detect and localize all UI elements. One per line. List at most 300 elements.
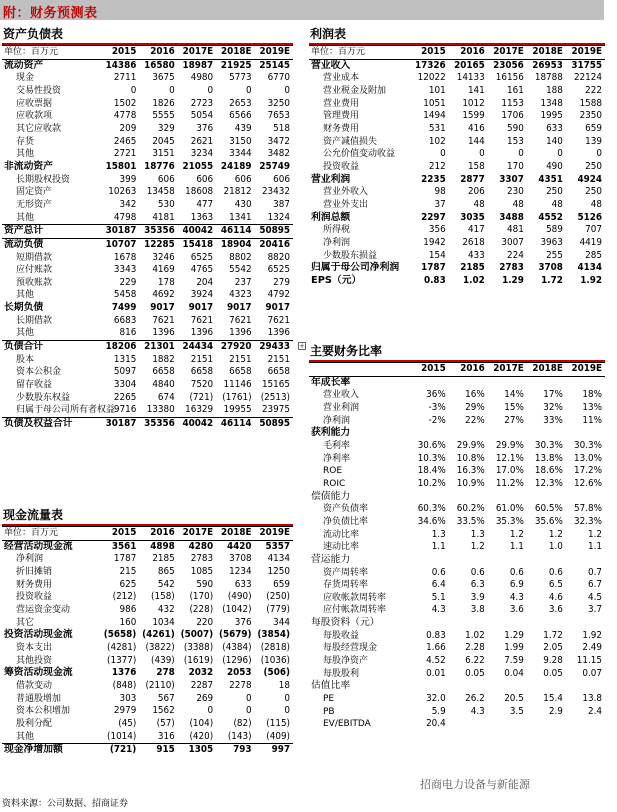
- cell-value: 3482: [267, 148, 290, 160]
- row-label: 应收帐款周转率: [323, 592, 387, 603]
- cell-value: 4924: [577, 173, 602, 185]
- cell-value: (3388): [183, 641, 214, 653]
- cell-value: 30187: [101, 225, 139, 239]
- cell-value: (721): [101, 744, 139, 757]
- row-label: 其它: [16, 617, 35, 628]
- table-row: [2, 136, 293, 149]
- cell-value: 20.5: [504, 693, 524, 705]
- cell-value: 567: [157, 692, 175, 704]
- cell-value: 0.01: [426, 667, 446, 679]
- row-label: 公允价值变动收益: [323, 149, 396, 160]
- cell-value: 6.5: [548, 579, 563, 591]
- cell-value: 48: [590, 198, 602, 210]
- header-row: [309, 363, 605, 377]
- table-row: [309, 655, 605, 668]
- cell-value: 376: [234, 616, 252, 628]
- cell-value: 2.49: [582, 642, 602, 654]
- cell-value: 4351: [538, 173, 563, 185]
- cell-value: 4765: [190, 264, 214, 276]
- year-header: 2015: [101, 527, 139, 541]
- table-row: [2, 392, 293, 405]
- cell-value: 2278: [229, 679, 252, 691]
- cell-value: 3708: [229, 553, 252, 565]
- table-row: [2, 366, 293, 379]
- cell-value: 21812: [223, 186, 252, 198]
- cell-value: 2.05: [543, 642, 563, 654]
- cell-value: 22%: [465, 414, 485, 426]
- table-row: [309, 98, 605, 111]
- cell-value: 1305: [178, 744, 216, 757]
- cell-value: (5658): [103, 629, 137, 641]
- cell-value: 2783: [499, 262, 524, 274]
- table-row: [309, 503, 605, 516]
- cell-value: (57): [156, 717, 175, 729]
- row-label: 每股经营现金: [323, 643, 378, 654]
- cell-value: 0.6: [509, 566, 524, 578]
- cell-value: 3343: [113, 264, 137, 276]
- unit-label: 单位：百万元: [309, 46, 410, 60]
- cell-value: [449, 491, 488, 504]
- cell-value: 48: [551, 198, 563, 210]
- table-row: [2, 161, 293, 174]
- cell-value: 2465: [113, 135, 137, 147]
- cell-value: 0: [245, 692, 252, 704]
- table-row: [2, 148, 293, 161]
- cell-value: 3.7: [587, 604, 602, 616]
- cell-value: 1.02: [463, 274, 485, 286]
- cell-value: 14133: [456, 72, 485, 84]
- cell-value: 2.9: [548, 705, 563, 717]
- cell-value: 3151: [152, 148, 175, 160]
- cell-value: 1.3: [470, 528, 485, 540]
- cell-value: (104): [189, 717, 214, 729]
- cell-value: 23056: [493, 59, 524, 71]
- cell-value: 35356: [139, 225, 177, 239]
- row-label: 应付账款: [16, 265, 53, 276]
- year-header: 2017E: [178, 527, 216, 541]
- row-label: 无形资产: [16, 199, 53, 210]
- unit-label: [309, 363, 410, 377]
- cell-value: 399: [119, 173, 137, 185]
- cell-value: 6770: [267, 72, 290, 84]
- cell-value: 23432: [261, 186, 290, 198]
- banner-title: 附：财务预测表: [3, 6, 98, 21]
- cell-value: 2297: [421, 211, 446, 223]
- cell-value: 158: [467, 160, 485, 172]
- cell-value: 19955: [223, 404, 252, 416]
- table-row: [309, 59, 605, 72]
- cell-value: 4840: [152, 379, 175, 391]
- cell-value: 590: [196, 578, 214, 590]
- year-header: 2016: [139, 527, 177, 541]
- cell-value: 1.2: [587, 528, 602, 540]
- cell-value: (1036): [260, 654, 290, 666]
- cell-value: 6658: [229, 366, 252, 378]
- cell-value: 518: [273, 122, 290, 134]
- row-label: 财务费用: [16, 579, 53, 590]
- table-row: [309, 212, 605, 225]
- cell-value: 2711: [113, 72, 137, 84]
- cell-value: 1.72: [541, 274, 563, 286]
- cash-flow-table: [2, 526, 293, 757]
- cell-value: 8820: [267, 251, 290, 263]
- cell-value: 4.3: [509, 591, 524, 603]
- cell-value: 3344: [229, 148, 252, 160]
- cell-value: 793: [216, 744, 254, 757]
- table-row: [2, 98, 293, 111]
- cell-value: (1377): [107, 654, 137, 666]
- table-row: [2, 225, 293, 239]
- cell-value: -2%: [428, 414, 446, 426]
- cell-value: 2151: [267, 353, 290, 365]
- table-row: [309, 440, 605, 453]
- row-label: 借款变动: [16, 680, 53, 691]
- cell-value: 101: [428, 84, 446, 96]
- table-row: [2, 553, 293, 566]
- cell-value: 9017: [188, 302, 214, 314]
- cell-value: [527, 554, 566, 567]
- cell-value: 2350: [579, 110, 602, 122]
- cell-value: 160: [119, 616, 137, 628]
- cell-value: 1363: [190, 211, 214, 223]
- table-row: [309, 718, 605, 731]
- row-label: 估值比率: [311, 680, 351, 692]
- cell-value: 816: [119, 327, 137, 339]
- cell-value: 1599: [462, 110, 485, 122]
- year-header: 2019E: [566, 363, 605, 377]
- cell-value: 16%: [465, 389, 485, 401]
- row-label: 资产总计: [2, 225, 101, 239]
- cell-value: 3234: [190, 148, 214, 160]
- cell-value: 9017: [227, 302, 252, 314]
- row-label: 每股收益: [323, 630, 360, 641]
- cell-value: 2265: [113, 391, 137, 403]
- cell-value: (4384): [222, 641, 252, 653]
- cell-value: 1396: [190, 327, 214, 339]
- cell-value: 178: [157, 276, 175, 288]
- table-row: [2, 693, 293, 706]
- cell-value: [566, 427, 605, 440]
- table-row: [2, 252, 293, 265]
- cell-value: 530: [157, 198, 175, 210]
- cell-value: 417: [467, 224, 485, 236]
- cell-value: 1882: [152, 353, 175, 365]
- cell-value: 590: [507, 122, 524, 134]
- table-row: [309, 72, 605, 85]
- table-row: [309, 680, 605, 693]
- cell-value: [410, 376, 449, 389]
- cell-value: 674: [157, 391, 175, 403]
- cell-value: 1787: [421, 262, 446, 274]
- table-row: [2, 629, 293, 642]
- cell-value: 229: [119, 276, 137, 288]
- row-label: 营业税金及附加: [323, 85, 387, 96]
- cell-value: 2.4: [587, 705, 602, 717]
- row-label: 净利率: [323, 453, 351, 464]
- table-row: [309, 465, 605, 478]
- header-row: [2, 527, 293, 541]
- year-header: 2018E: [216, 46, 254, 60]
- cell-value: 32%: [543, 401, 563, 413]
- year-header: 2015: [410, 363, 449, 377]
- cell-value: 3924: [190, 289, 214, 301]
- balance-sheet-panel: [2, 25, 293, 431]
- row-label: 固定资产: [16, 187, 53, 198]
- cell-value: 4181: [152, 211, 175, 223]
- row-label: 非流动资产: [4, 160, 53, 172]
- cell-value: 2721: [113, 148, 137, 160]
- cell-value: 15165: [261, 379, 290, 391]
- row-label: 营业收入: [323, 390, 360, 401]
- cell-value: (490): [227, 591, 252, 603]
- row-label: 应收票据: [16, 98, 53, 109]
- cell-value: 416: [467, 122, 485, 134]
- cell-value: 6.22: [465, 655, 485, 667]
- unit-label: 单位：百万元: [2, 527, 101, 541]
- cell-value: 209: [119, 122, 137, 134]
- cell-value: 0.05: [543, 667, 563, 679]
- cell-value: (2818): [260, 641, 290, 653]
- cell-value: 1051: [423, 97, 446, 109]
- cell-value: 161: [507, 84, 524, 96]
- cell-value: 4134: [577, 262, 602, 274]
- row-label: 管理费用: [323, 111, 360, 122]
- cell-value: 7621: [229, 314, 252, 326]
- cell-value: 303: [119, 692, 137, 704]
- cell-value: 7621: [267, 314, 290, 326]
- year-header: 2016: [139, 46, 177, 60]
- cell-value: 14386: [105, 59, 137, 71]
- cell-value: 12.3%: [534, 477, 563, 489]
- row-label: 获利能力: [311, 427, 351, 439]
- cell-value: 13%: [582, 401, 602, 413]
- row-label: 年成长率: [311, 376, 351, 388]
- row-label: 留存收益: [16, 380, 53, 391]
- cell-value: (779): [266, 603, 290, 615]
- table-row: [2, 655, 293, 668]
- row-label: 其他: [16, 731, 35, 742]
- cell-value: 4980: [190, 72, 214, 84]
- cell-value: 986: [119, 603, 137, 615]
- cell-value: [566, 680, 605, 693]
- cell-value: 285: [585, 249, 602, 261]
- table-row: [309, 262, 605, 275]
- cell-value: 2783: [190, 553, 214, 565]
- balance-sheet-title: 资产负债表: [2, 25, 293, 45]
- table-row: [2, 667, 293, 680]
- table-row: [2, 680, 293, 693]
- cell-value: 7621: [190, 314, 214, 326]
- cell-value: 0: [169, 84, 175, 96]
- cell-value: [488, 376, 527, 389]
- table-row: [309, 642, 605, 655]
- cell-value: (409): [266, 730, 290, 742]
- row-label: 财务费用: [323, 123, 360, 134]
- cell-value: 1012: [462, 97, 485, 109]
- cell-value: 60.3%: [417, 503, 446, 515]
- cell-value: 542: [157, 578, 175, 590]
- cell-value: 5773: [229, 72, 252, 84]
- table-row: [2, 277, 293, 290]
- cell-value: (3854): [257, 629, 290, 641]
- cell-value: 2045: [152, 135, 175, 147]
- row-label: 短期借款: [16, 252, 53, 263]
- row-label: 其它应收款: [16, 123, 62, 134]
- cell-value: 1826: [152, 97, 175, 109]
- cell-value: 206: [467, 186, 485, 198]
- cell-value: 6525: [267, 264, 290, 276]
- cell-value: 154: [428, 249, 446, 261]
- cell-value: 13.8%: [534, 452, 563, 464]
- year-header: 2017E: [178, 46, 216, 60]
- ratios-title: 主要财务比率: [309, 342, 605, 362]
- income-statement-title: 利润表: [309, 25, 605, 45]
- table-row: [309, 123, 605, 136]
- cell-value: 10.9%: [456, 477, 485, 489]
- year-header: 2016: [449, 363, 488, 377]
- row-label: 营业成本: [323, 73, 360, 84]
- cell-value: [527, 617, 566, 630]
- cell-value: 0: [245, 84, 252, 96]
- row-label: 资本支出: [16, 642, 53, 653]
- income-statement-panel: [309, 25, 605, 287]
- cell-value: [410, 427, 449, 440]
- cell-value: 4552: [538, 211, 563, 223]
- cell-value: 255: [546, 249, 563, 261]
- table-move-handle-icon[interactable]: +: [299, 342, 305, 350]
- cell-value: [488, 680, 527, 693]
- cell-value: (45): [118, 717, 137, 729]
- cell-value: 269: [196, 692, 214, 704]
- cell-value: 2032: [188, 667, 214, 679]
- cell-value: 1.0: [548, 541, 563, 553]
- cell-value: 29.9%: [495, 439, 524, 451]
- row-label: 长期借款: [16, 315, 53, 326]
- cell-value: 1562: [152, 705, 175, 717]
- cell-value: 865: [157, 565, 175, 577]
- cell-value: 16580: [144, 59, 175, 71]
- row-label: 应收款项: [16, 111, 53, 122]
- cell-value: 490: [546, 160, 563, 172]
- table-row: [309, 579, 605, 592]
- cell-value: 32.3%: [574, 515, 602, 527]
- year-header: 2017E: [488, 363, 527, 377]
- table-row: [2, 289, 293, 302]
- year-header: 2015: [410, 46, 449, 60]
- cell-value: 1324: [267, 211, 290, 223]
- cell-value: 2653: [229, 97, 252, 109]
- cell-value: 6525: [190, 251, 214, 263]
- cell-value: 316: [157, 730, 175, 742]
- cell-value: 10.3%: [417, 452, 446, 464]
- cell-value: 4778: [113, 110, 137, 122]
- cell-value: 15418: [178, 238, 216, 251]
- table-row: [2, 59, 293, 72]
- cell-value: (212): [112, 591, 137, 603]
- row-label: 资产周转率: [323, 567, 369, 578]
- cell-value: 6566: [229, 110, 252, 122]
- row-label: 长期负债: [4, 302, 44, 314]
- cell-value: 14%: [504, 389, 524, 401]
- cell-value: 1.92: [580, 274, 602, 286]
- cell-value: [566, 554, 605, 567]
- cell-value: 279: [273, 276, 290, 288]
- table-row: [309, 592, 605, 605]
- cell-value: 3150: [229, 135, 252, 147]
- row-label: 归属于母公司所有者权益: [16, 405, 116, 416]
- cell-value: 1396: [152, 327, 175, 339]
- cell-value: 3963: [540, 236, 563, 248]
- row-label: 其他: [16, 290, 35, 301]
- income-statement-table: [309, 45, 605, 287]
- row-label: 资产减值损失: [323, 136, 378, 147]
- cell-value: 1.02: [465, 629, 485, 641]
- row-label: 长期股权投资: [16, 174, 71, 185]
- table-row: [2, 341, 293, 354]
- cell-value: 11%: [582, 414, 602, 426]
- cell-value: 220: [196, 616, 214, 628]
- cell-value: 12285: [139, 238, 177, 251]
- cell-value: 3250: [267, 97, 290, 109]
- cell-value: 57.8%: [574, 503, 602, 515]
- table-row: [2, 302, 293, 315]
- cell-value: [527, 491, 566, 504]
- cell-value: 0.07: [582, 667, 602, 679]
- cell-value: 481: [507, 224, 524, 236]
- cell-value: 204: [196, 276, 214, 288]
- cell-value: 2979: [113, 705, 137, 717]
- cell-value: 6.7: [587, 579, 602, 591]
- cell-value: 16156: [495, 72, 524, 84]
- cell-value: 1.1: [431, 541, 446, 553]
- cell-value: 1348: [540, 97, 563, 109]
- cell-value: 356: [428, 224, 446, 236]
- cell-value: 1.29: [502, 274, 524, 286]
- cell-value: 344: [273, 616, 290, 628]
- cell-value: 50895: [255, 418, 293, 431]
- cell-value: 4692: [152, 289, 175, 301]
- cell-value: 25145: [259, 59, 290, 71]
- cell-value: 0: [596, 148, 602, 160]
- cell-value: 3.5: [509, 705, 524, 717]
- table-row: [2, 718, 293, 731]
- cell-value: 1034: [152, 616, 175, 628]
- table-row: [2, 315, 293, 328]
- cell-value: 633: [234, 578, 252, 590]
- cell-value: 222: [585, 84, 602, 96]
- cell-value: 23975: [261, 404, 290, 416]
- row-label: 投资收益: [16, 592, 53, 603]
- cell-value: 250: [585, 160, 602, 172]
- cell-value: (1619): [183, 654, 214, 666]
- header-row: [309, 46, 605, 60]
- cell-value: 2053: [227, 667, 252, 679]
- row-label: 营业外收入: [323, 187, 369, 198]
- cell-value: [488, 617, 527, 630]
- cell-value: [410, 554, 449, 567]
- table-row: [2, 642, 293, 655]
- table-row: [309, 415, 605, 428]
- cell-value: 633: [546, 122, 563, 134]
- cell-value: 342: [119, 198, 137, 210]
- table-row: [309, 491, 605, 504]
- cell-value: 4898: [150, 540, 175, 552]
- cell-value: 34.6%: [417, 515, 446, 527]
- cell-value: 36%: [426, 389, 446, 401]
- cell-value: 12.6%: [574, 477, 602, 489]
- table-row: [309, 85, 605, 98]
- cell-value: 11.2%: [495, 477, 524, 489]
